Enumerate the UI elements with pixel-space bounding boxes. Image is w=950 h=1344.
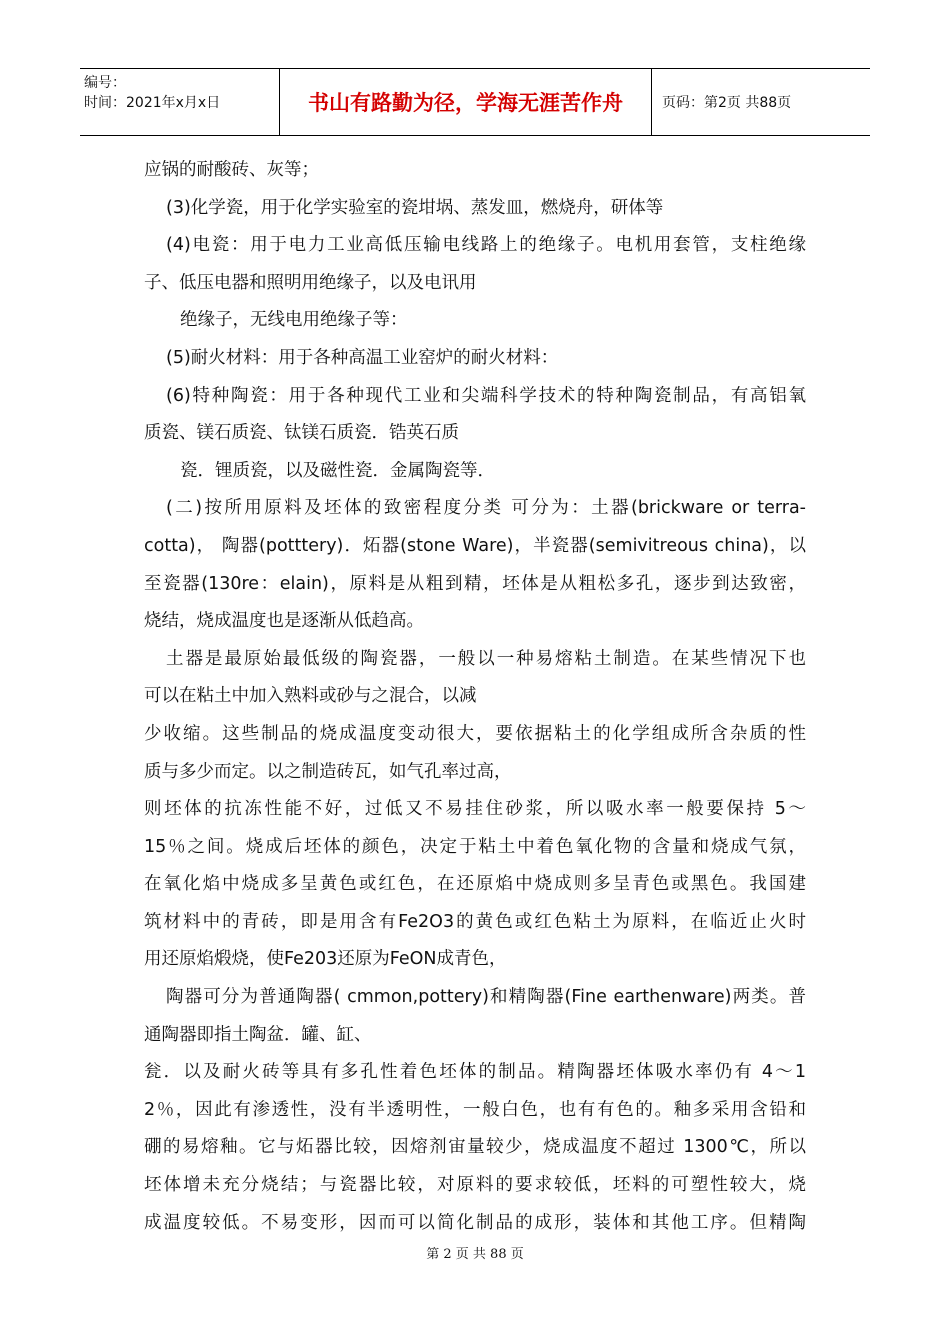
text-line: cotta)， 陶器(potttery)．炻器(stone Ware)，半瓷器(semivitreous china)，以 [144, 535, 806, 556]
text-line: 用还原焰煅烧，使Fe203还原为FeON成青色， [144, 949, 507, 970]
text-line: 土器是最原始最低级的陶瓷器，一般以一种易熔粘土制造。在某些情况下也 [166, 648, 806, 669]
text-line: 应锅的耐酸砖、灰等； [144, 160, 319, 180]
header-motto: 书山有路勤为径，学海无涯苦作舟 [280, 69, 652, 135]
text-line: (6)特种陶瓷：用于各种现代工业和尖端科学技术的特种陶瓷制品，有高铝氧 [166, 385, 806, 406]
text-line: 15％之间。烧成后坯体的颜色，决定于粘土中着色氧化物的含量和烧成气氛， [144, 836, 806, 857]
header-page-info: 页码：第2页 共88页 [662, 95, 792, 111]
text-line: 筑材料中的青砖，即是用含有Fe2O3的黄色或红色粘土为原料，在临近止火时 [144, 911, 806, 932]
text-line: 在氧化焰中烧成多呈黄色或红色，在还原焰中烧成则多呈青色或黑色。我国建 [144, 874, 806, 895]
text-line: (二)按所用原料及坯体的致密程度分类 可分为：土器(brickware or terra- [166, 498, 806, 519]
text-line: 质瓷、镁石质瓷、钛镁石质瓷．锆英石质 [144, 423, 459, 444]
text-line: 可以在粘土中加入熟料或砂与之混合，以减 [144, 686, 477, 707]
text-line: 子、低压电器和照明用绝缘子，以及电讯用 [144, 272, 477, 293]
header-meta [80, 69, 280, 135]
text-line: 质与多少而定。以之制造砖瓦，如气孔率过高， [144, 761, 512, 782]
text-line: 通陶器即指土陶盆．罐、缸、 [144, 1024, 372, 1045]
text-line: 烧结，烧成温度也是逐渐从低趋高。 [144, 611, 424, 632]
page-footer: 第 2 页 共 88 页 [426, 1247, 524, 1262]
text-line: 少收缩。这些制品的烧成温度变动很大，要依据粘土的化学组成所含杂质的性 [144, 723, 806, 744]
text-line: (5)耐火材料：用于各种高温工业窑炉的耐火材料： [166, 347, 559, 368]
text-line: 硼的易熔釉。它与炻器比较，因熔剂宙量较少，烧成温度不超过 1300℃，所以 [144, 1137, 806, 1158]
text-line: 绝缘子，无线电用绝缘子等： [180, 310, 408, 331]
text-line: 瓷．锂质瓷，以及磁性瓷．金属陶瓷等． [180, 460, 495, 481]
document-body [144, 152, 806, 1242]
text-line: 至瓷器(130re：elain)，原料是从粗到精，坯体是从粗松多孔，逐步到达致密， [144, 573, 806, 594]
text-line: 坯体增未充分烧结；与瓷器比较，对原料的要求较低，坯料的可塑性较大，烧 [144, 1175, 806, 1196]
text-line: (4)电瓷：用于电力工业高低压输电线路上的绝缘子。电机用套管，支柱绝缘 [166, 235, 806, 256]
date-line: 时间：2021年x月x日 [84, 95, 221, 111]
text-line: 陶器可分为普通陶器( cmmon,pottery)和精陶器(Fine earthenware)两类。普 [166, 987, 806, 1008]
text-line: 2％，因此有渗透性，没有半透明性，一般白色，也有有色的。釉多采用含铅和 [144, 1099, 806, 1120]
text-line: 瓮．以及耐火砖等具有多孔性着色坯体的制品。精陶器坯体吸水率仍有 4～1 [144, 1062, 806, 1083]
text-line: 成温度较低。不易变形，因而可以简化制品的成形，装体和其他工序。但精陶 [144, 1212, 806, 1233]
text-line: 则坯体的抗冻性能不好，过低又不易挂住砂浆，所以吸水率一般要保持 5～ [144, 799, 806, 820]
text-line: (3)化学瓷，用于化学实验室的瓷坩埚、蒸发皿，燃烧舟，研体等 [166, 197, 664, 218]
page-header [80, 68, 870, 136]
serial-label: 编号： [84, 75, 126, 91]
